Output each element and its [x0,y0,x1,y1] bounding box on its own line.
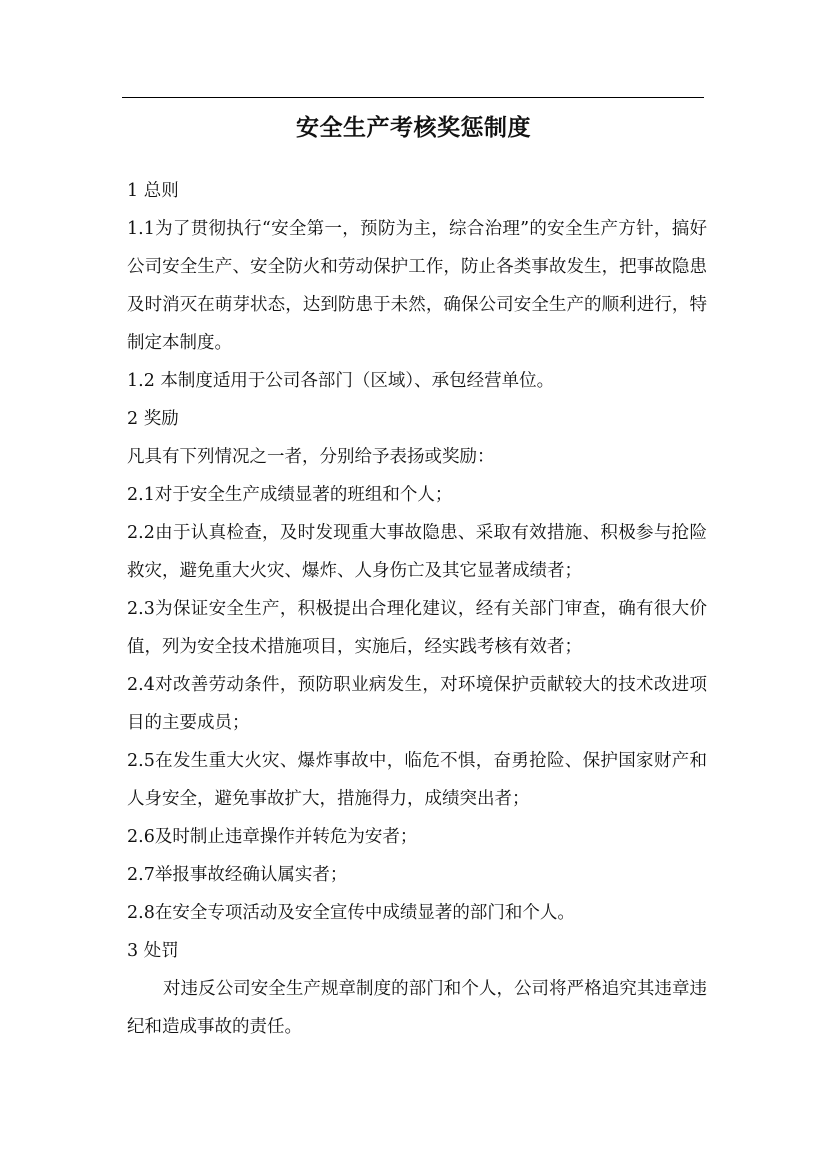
clause-1-1: 1.1为了贯彻执行“安全第一，预防为主，综合治理”的安全生产方针，搞好公司安全生产、安全防火和劳动保护工作，防止各类事故发生，把事故隐患及时消灭在萌芽状态，达到防患于未然，确保公司安全生产的顺利进行，特制定本制度。 [127,219,707,353]
clause-2-6: 2.6及时制止违章操作并转危为安者； [127,827,418,847]
header-rule [122,97,704,98]
section-heading-penalties: 3 处罚 [127,941,179,961]
clause-2-5: 2.5在发生重大火灾、爆炸事故中，临危不惧，奋勇抢险、保护国家财产和人身安全，避免事故扩大，措施得力，成绩突出者； [127,751,707,809]
penalties-intro: 对违反公司安全生产规章制度的部门和个人，公司将严格追究其违章违纪和造成事故的责任。 [127,979,707,1037]
clause-2-2: 2.2由于认真检查，及时发现重大事故隐患、采取有效措施、积极参与抢险救灾，避免重大火灾、爆炸、人身伤亡及其它显著成绩者； [127,523,707,581]
clause-2-4: 2.4对改善劳动条件，预防职业病发生，对环境保护贡献较大的技术改进项目的主要成员； [127,675,707,733]
clause-2-7: 2.7举报事故经确认属实者； [127,865,348,885]
clause-2-3: 2.3为保证安全生产，积极提出合理化建议，经有关部门审查，确有很大价值，列为安全技术措施项目，实施后，经实践考核有效者； [127,599,707,657]
document-body [127,172,707,1046]
section-heading-general: 1 总则 [127,181,179,201]
clause-2-8: 2.8在安全专项活动及安全宣传中成绩显著的部门和个人。 [127,903,575,923]
clause-1-2: 1.2 本制度适用于公司各部门（区域）、承包经营单位。 [127,371,555,391]
rewards-intro: 凡具有下列情况之一者，分别给予表扬或奖励： [127,447,495,467]
clause-2-1: 2.1对于安全生产成绩显著的班组和个人； [127,485,453,505]
page-title: 安全生产考核奖惩制度 [296,114,531,141]
section-heading-rewards: 2 奖励 [127,409,179,429]
